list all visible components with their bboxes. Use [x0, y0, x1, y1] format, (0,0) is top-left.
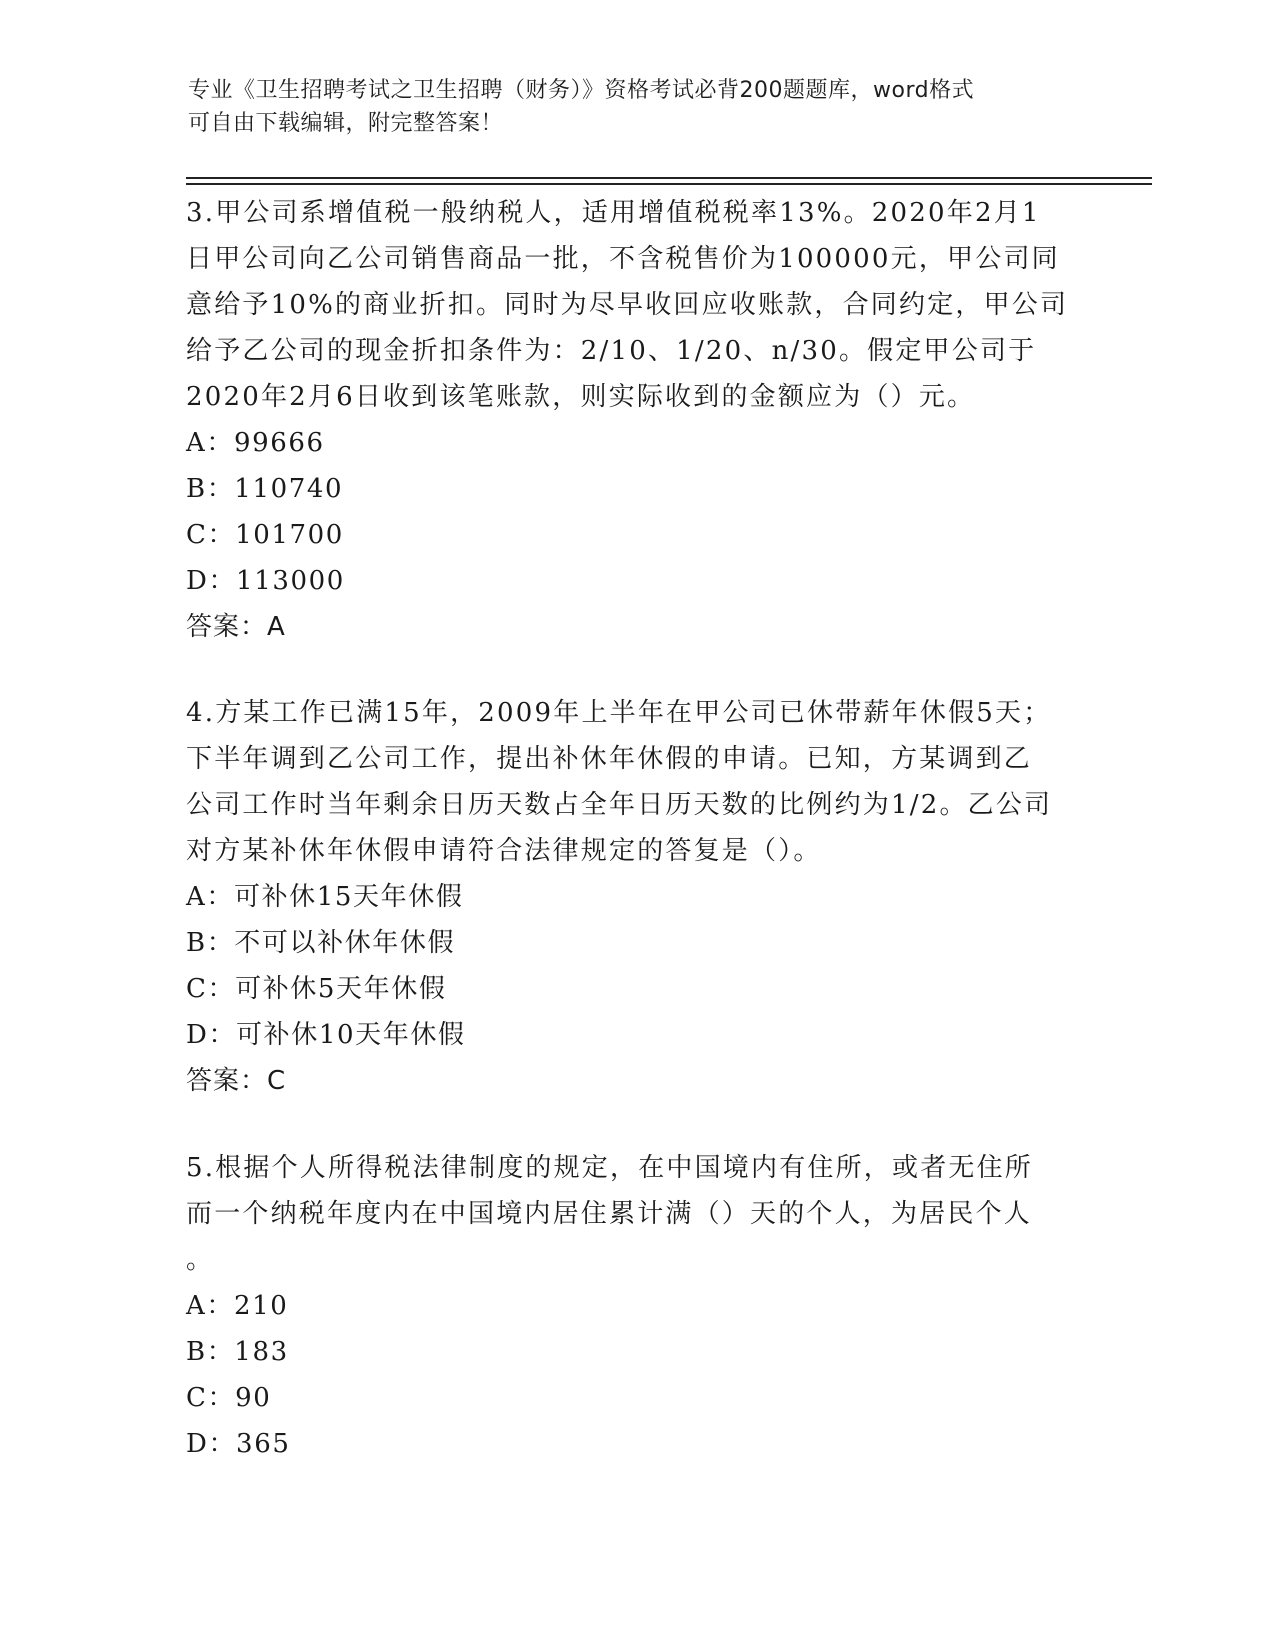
- question-text: 下半年调到乙公司工作，提出补休年休假的申请。已知，方某调到乙: [186, 744, 1033, 774]
- question-text: 给予乙公司的现金折扣条件为：2/10、1/20、n/30。假定甲公司于: [186, 336, 1037, 366]
- header-divider: [186, 183, 1152, 185]
- question-text: 意给予10%的商业折扣。同时为尽早收回应收账款，合同约定，甲公司: [186, 290, 1069, 320]
- question-text: 4.方某工作已满15年，2009年上半年在甲公司已休带薪年休假5天；: [186, 698, 1052, 728]
- question-block: [186, 690, 1086, 1104]
- option-a: A：99666: [186, 428, 325, 458]
- question-text: 2020年2月6日收到该笔账款，则实际收到的金额应为（）元。: [186, 382, 976, 412]
- header-line: 专业《卫生招聘考试之卫生招聘（财务）》资格考试必背200题题库，word格式: [188, 78, 975, 103]
- answer-text: 答案：C: [186, 1066, 287, 1096]
- option-d: D：113000: [186, 566, 345, 596]
- answer-text: 答案：A: [186, 612, 286, 642]
- option-c: C：101700: [186, 520, 344, 550]
- option-b: B：183: [186, 1337, 289, 1367]
- question-text: 对方某补休年休假申请符合法律规定的答复是（）。: [186, 836, 822, 866]
- question-text: 。: [186, 1245, 215, 1275]
- header-divider: [186, 177, 1152, 179]
- option-a: A：210: [186, 1291, 289, 1321]
- option-c: C：90: [186, 1383, 272, 1413]
- question-text: 3.甲公司系增值税一般纳税人，适用增值税税率13%。2020年2月1: [186, 198, 1041, 228]
- option-d: D：可补休10天年休假: [186, 1020, 466, 1050]
- header-line: 可自由下载编辑，附完整答案！: [188, 111, 504, 136]
- question-text: 日甲公司向乙公司销售商品一批，不含税售价为100000元，甲公司同: [186, 244, 1060, 274]
- option-a: A：可补休15天年休假: [186, 882, 464, 912]
- question-text: 5.根据个人所得税法律制度的规定，在中国境内有住所，或者无住所: [186, 1153, 1034, 1183]
- question-text: 而一个纳税年度内在中国境内居住累计满（）天的个人，为居民个人: [186, 1199, 1033, 1229]
- question-text: 公司工作时当年剩余日历天数占全年日历天数的比例约为1/2。乙公司: [186, 790, 1053, 820]
- question-block: [186, 1145, 1086, 1467]
- option-d: D：365: [186, 1429, 291, 1459]
- option-c: C：可补休5天年休假: [186, 974, 447, 1004]
- document-header: [188, 74, 1068, 140]
- option-b: B：不可以补休年休假: [186, 928, 456, 958]
- question-block: [186, 190, 1086, 650]
- option-b: B：110740: [186, 474, 344, 504]
